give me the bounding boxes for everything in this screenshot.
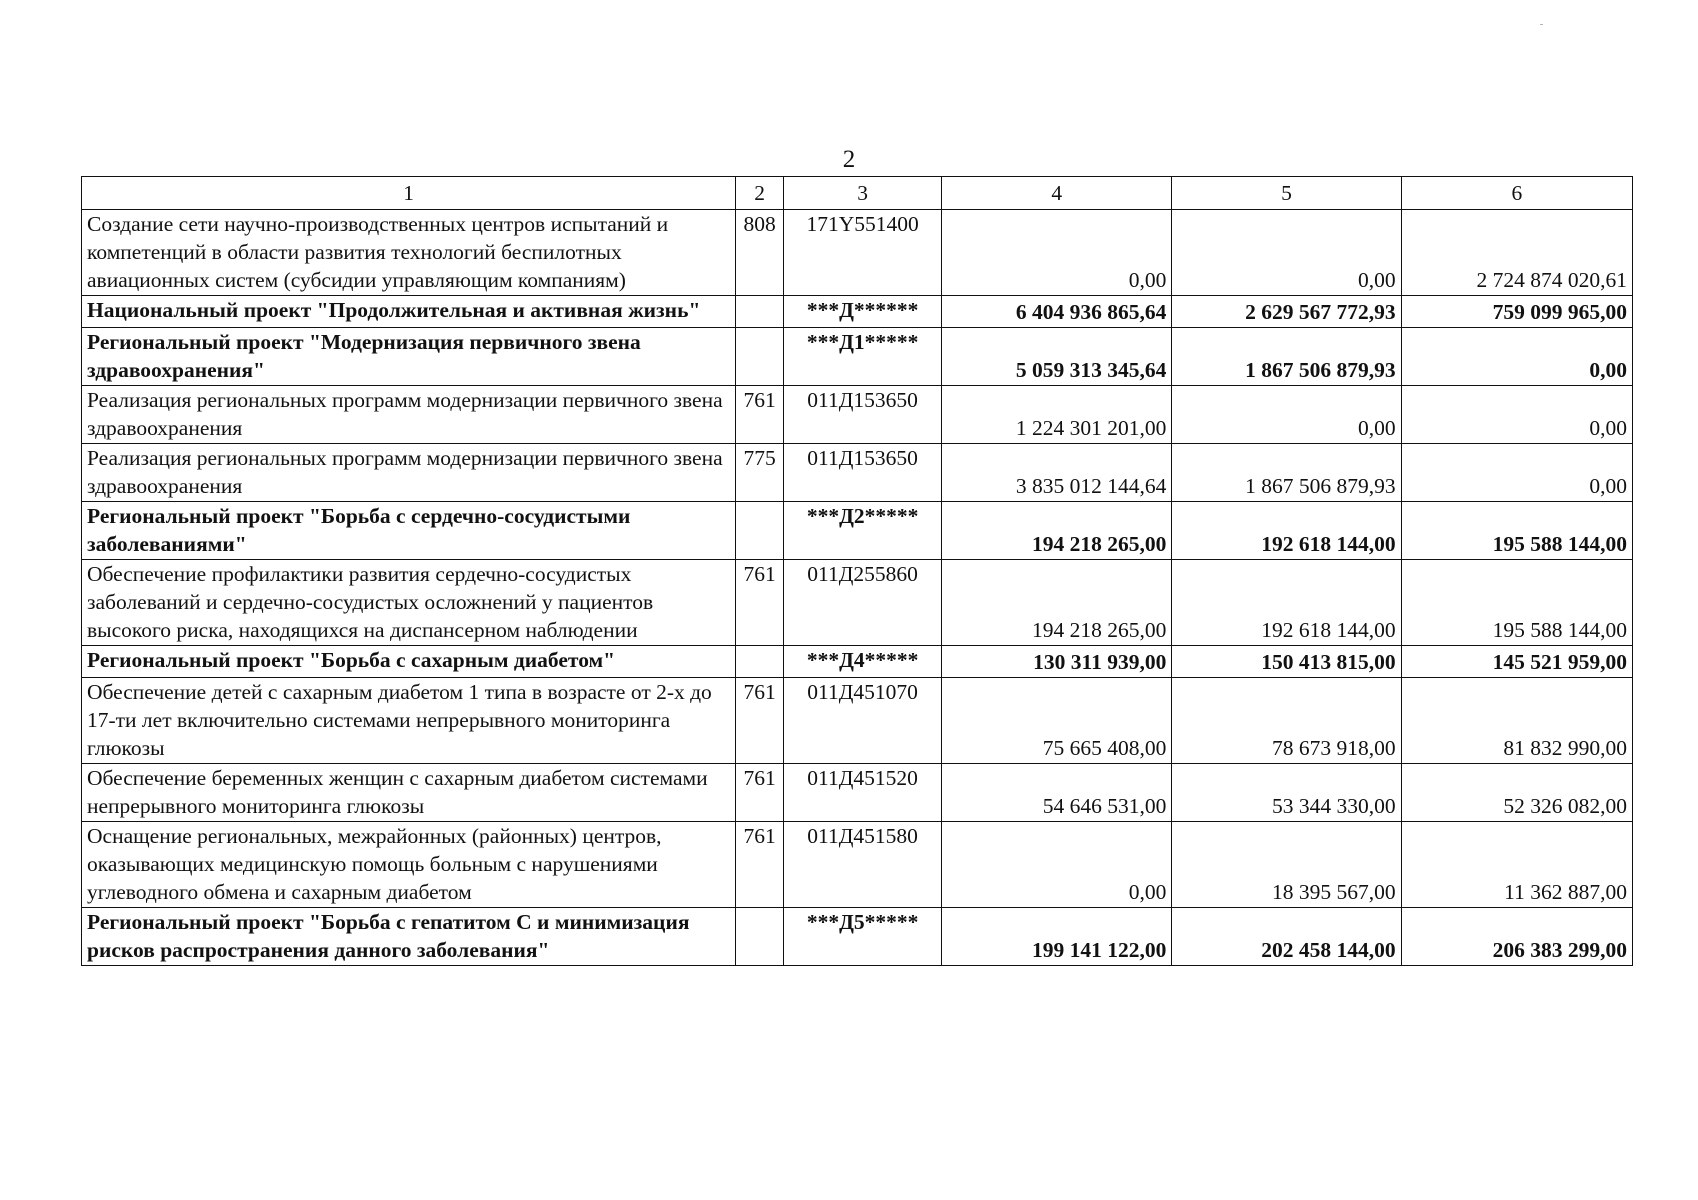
row-value-col4: 130 311 939,00 [942, 646, 1172, 678]
header-row [82, 177, 1633, 210]
row-value-col6: 2 724 874 020,61 [1401, 210, 1632, 296]
table-row [82, 210, 1633, 296]
row-admin-code [736, 328, 784, 386]
row-target-code: ***Д4***** [784, 646, 942, 678]
row-value-col6: 11 362 887,00 [1401, 822, 1632, 908]
row-value-col5: 78 673 918,00 [1172, 678, 1401, 764]
row-admin-code: 761 [736, 678, 784, 764]
scan-speck [1540, 24, 1543, 25]
row-value-col6: 195 588 144,00 [1401, 560, 1632, 646]
column-header-5: 5 [1172, 177, 1401, 210]
row-target-code: 011Д153650 [784, 444, 942, 502]
row-value-col5: 150 413 815,00 [1172, 646, 1401, 678]
row-name: Создание сети научно-производственных центров испытаний и компетенций в области развития технологий беспилотных авиационных систем (субсидии управляющим компаниям) [82, 210, 736, 296]
row-value-col6: 195 588 144,00 [1401, 502, 1632, 560]
row-name: Обеспечение профилактики развития сердечно-сосудистых заболеваний и сердечно-сосудистых осложнений у пациентов высокого риска, находящихся на диспансерном наблюдении [82, 560, 736, 646]
row-value-col5: 18 395 567,00 [1172, 822, 1401, 908]
row-target-code: 171Y551400 [784, 210, 942, 296]
row-value-col5: 2 629 567 772,93 [1172, 296, 1401, 328]
table-row [82, 764, 1633, 822]
row-value-col4: 0,00 [942, 210, 1172, 296]
column-header-4: 4 [942, 177, 1172, 210]
row-value-col5: 202 458 144,00 [1172, 908, 1401, 966]
row-admin-code: 808 [736, 210, 784, 296]
row-value-col4: 75 665 408,00 [942, 678, 1172, 764]
row-admin-code: 761 [736, 822, 784, 908]
row-value-col4: 54 646 531,00 [942, 764, 1172, 822]
row-value-col4: 3 835 012 144,64 [942, 444, 1172, 502]
row-name: Региональный проект "Модернизация первичного звена здравоохранения" [82, 328, 736, 386]
table-row-regional-project [82, 908, 1633, 966]
row-value-col4: 6 404 936 865,64 [942, 296, 1172, 328]
row-value-col6: 52 326 082,00 [1401, 764, 1632, 822]
row-value-col5: 0,00 [1172, 386, 1401, 444]
page-number: 2 [842, 146, 856, 173]
row-value-col4: 194 218 265,00 [942, 560, 1172, 646]
row-value-col6: 145 521 959,00 [1401, 646, 1632, 678]
row-value-col5: 192 618 144,00 [1172, 502, 1401, 560]
row-admin-code [736, 908, 784, 966]
row-name: Оснащение региональных, межрайонных (районных) центров, оказывающих медицинскую помощь больным с нарушениями углеводного обмена и сахарным диабетом [82, 822, 736, 908]
row-value-col4: 0,00 [942, 822, 1172, 908]
row-admin-code [736, 646, 784, 678]
row-name: Региональный проект "Борьба с сахарным диабетом" [82, 646, 736, 678]
row-value-col4: 194 218 265,00 [942, 502, 1172, 560]
row-target-code: ***Д2***** [784, 502, 942, 560]
row-target-code: ***Д5***** [784, 908, 942, 966]
row-value-col6: 0,00 [1401, 328, 1632, 386]
table-row [82, 386, 1633, 444]
table-row [82, 678, 1633, 764]
row-value-col6: 0,00 [1401, 386, 1632, 444]
table-row-regional-project [82, 646, 1633, 678]
row-value-col6: 206 383 299,00 [1401, 908, 1632, 966]
row-admin-code: 761 [736, 764, 784, 822]
row-target-code: 011Д451070 [784, 678, 942, 764]
row-value-col5: 53 344 330,00 [1172, 764, 1401, 822]
row-target-code: 011Д451520 [784, 764, 942, 822]
row-name: Национальный проект "Продолжительная и активная жизнь" [82, 296, 736, 328]
row-value-col5: 1 867 506 879,93 [1172, 444, 1401, 502]
column-header-1: 1 [82, 177, 736, 210]
row-admin-code: 761 [736, 560, 784, 646]
row-name: Обеспечение детей с сахарным диабетом 1 типа в возрасте от 2-х до 17-ти лет включительно системами непрерывного мониторинга глюкозы [82, 678, 736, 764]
row-name: Региональный проект "Борьба с гепатитом С и минимизация рисков распространения данного заболевания" [82, 908, 736, 966]
column-header-2: 2 [736, 177, 784, 210]
table-row [82, 560, 1633, 646]
row-value-col5: 192 618 144,00 [1172, 560, 1401, 646]
row-value-col4: 1 224 301 201,00 [942, 386, 1172, 444]
row-admin-code [736, 502, 784, 560]
row-name: Обеспечение беременных женщин с сахарным диабетом системами непрерывного мониторинга глюкозы [82, 764, 736, 822]
table-row [82, 822, 1633, 908]
budget-table [81, 176, 1633, 966]
table-row-national-project [82, 296, 1633, 328]
row-value-col4: 5 059 313 345,64 [942, 328, 1172, 386]
row-target-code: 011Д153650 [784, 386, 942, 444]
row-value-col5: 0,00 [1172, 210, 1401, 296]
row-admin-code [736, 296, 784, 328]
row-target-code: ***Д****** [784, 296, 942, 328]
row-value-col4: 199 141 122,00 [942, 908, 1172, 966]
table-row-regional-project [82, 328, 1633, 386]
table-row [82, 444, 1633, 502]
row-target-code: ***Д1***** [784, 328, 942, 386]
row-value-col6: 759 099 965,00 [1401, 296, 1632, 328]
row-name: Региональный проект "Борьба с сердечно-сосудистыми заболеваниями" [82, 502, 736, 560]
column-header-3: 3 [784, 177, 942, 210]
row-name: Реализация региональных программ модернизации первичного звена здравоохранения [82, 444, 736, 502]
column-header-6: 6 [1401, 177, 1632, 210]
row-value-col6: 81 832 990,00 [1401, 678, 1632, 764]
row-admin-code: 761 [736, 386, 784, 444]
row-target-code: 011Д451580 [784, 822, 942, 908]
row-target-code: 011Д255860 [784, 560, 942, 646]
row-value-col6: 0,00 [1401, 444, 1632, 502]
row-value-col5: 1 867 506 879,93 [1172, 328, 1401, 386]
row-name: Реализация региональных программ модернизации первичного звена здравоохранения [82, 386, 736, 444]
table-row-regional-project [82, 502, 1633, 560]
row-admin-code: 775 [736, 444, 784, 502]
